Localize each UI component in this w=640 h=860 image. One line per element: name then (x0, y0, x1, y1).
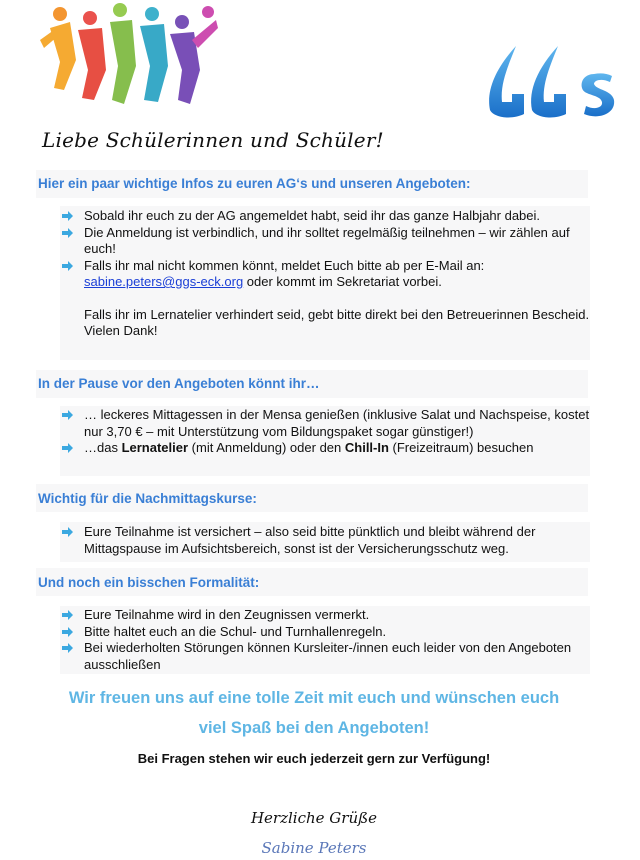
email-link[interactable]: sabine.peters@ggs-eck.org (84, 274, 244, 289)
questions-line: Bei Fragen stehen wir euch jederzeit gern zur Verfügung! (137, 751, 491, 766)
list-item: Bitte haltet euch an die Schul- und Turnhallenregeln. (60, 624, 590, 641)
list-item: Bei wiederholten Störungen können Kursleiter-/innen euch leider von den Angeboten ausschließen (60, 640, 590, 673)
arrow-right-icon (62, 210, 74, 222)
greeting-title: Liebe Schülerinnen und Schüler! (42, 128, 384, 152)
regards: Herzliche Grüße (250, 809, 378, 827)
dancers-logo (40, 0, 218, 122)
arrow-right-icon (62, 442, 74, 454)
section-formalitaet-list (60, 606, 590, 674)
section-pause-list (60, 406, 590, 476)
list-item: Eure Teilnahme wird in den Zeugnissen vermerkt. (60, 607, 590, 624)
section-heading-infos: Hier ein paar wichtige Infos zu euren AG‘s und unseren Angeboten: (38, 176, 471, 191)
list-item: …das Lernatelier (mit Anmeldung) oder den Chill-In (Freizeitraum) besuchen (60, 440, 590, 457)
arrow-right-icon (62, 526, 74, 538)
ggs-logo (482, 44, 622, 122)
section-heading-pause: In der Pause vor den Angeboten könnt ihr… (38, 376, 320, 391)
list-item: Sobald ihr euch zu der AG angemeldet habt, seid ihr das ganze Halbjahr dabei. (60, 208, 590, 225)
closing-line-2: viel Spaß bei den Angeboten! (198, 719, 430, 737)
list-item: Falls ihr mal nicht kommen könnt, meldet Euch bitte ab per E-Mail an: sabine.peters@ggs-eck.org oder kommt im Sekretariat vorbei. (60, 258, 590, 291)
arrow-right-icon (62, 409, 74, 421)
section-infos-list (60, 206, 590, 360)
section-nachmittag-list (60, 522, 590, 562)
lernatelier-note: Falls ihr im Lernatelier verhindert seid, gebt bitte direkt bei den Betreuerinnen Bescheid. Vielen Dank! (84, 306, 590, 338)
arrow-right-icon (62, 227, 74, 239)
section-heading-formalitaet: Und noch ein bisschen Formalität: (38, 575, 260, 590)
arrow-right-icon (62, 642, 74, 654)
arrow-right-icon (62, 260, 74, 272)
list-item: Die Anmeldung ist verbindlich, und ihr solltet regelmäßig teilnehmen – wir zählen auf euch! (60, 225, 590, 258)
signature: Sabine Peters (261, 839, 367, 857)
closing-line-1: Wir freuen uns auf eine tolle Zeit mit euch und wünschen euch (68, 689, 560, 707)
list-item: … leckeres Mittagessen in der Mensa genießen (inklusive Salat und Nachspeise, kostet nur 3,70 € – mit Unterstützung vom Bildungspaket sogar günstiger!) (60, 407, 590, 440)
list-item: Eure Teilnahme ist versichert – also seid bitte pünktlich und bleibt während der Mittagspause im Aufsichtsbereich, sonst ist der Versicherungsschutz weg. (60, 524, 590, 557)
section-heading-nachmittag: Wichtig für die Nachmittagskurse: (38, 491, 257, 506)
arrow-right-icon (62, 609, 74, 621)
arrow-right-icon (62, 626, 74, 638)
